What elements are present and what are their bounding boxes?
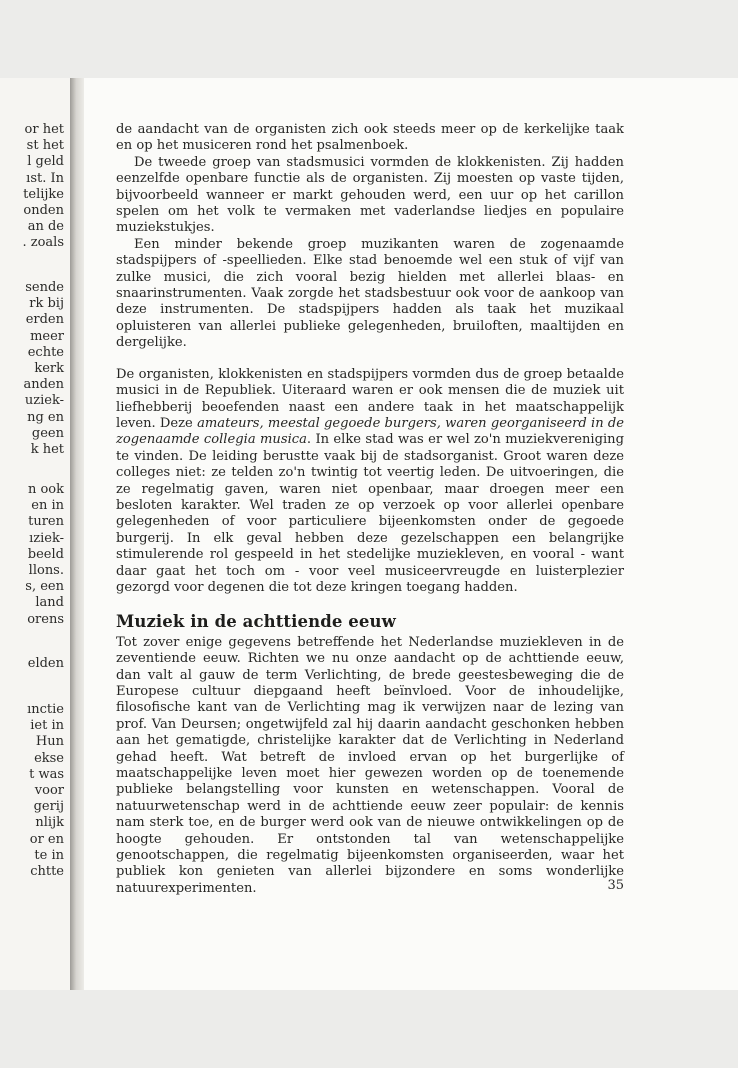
left-page-line: or en (29, 831, 64, 847)
left-page-line: erden (25, 312, 64, 328)
left-page-line: ekse (34, 750, 64, 766)
left-fragments-e (27, 702, 64, 880)
left-page-line: llons. (28, 563, 64, 579)
left-fragments-b (23, 280, 64, 458)
section-heading: Muziek in de achttiende eeuw (116, 612, 396, 632)
left-page-line: Hun (35, 734, 64, 750)
left-page-line: rk bij (29, 296, 64, 312)
left-page-line: n ook (27, 482, 64, 497)
left-page-line: te in (34, 847, 64, 863)
left-page-line: iet in (30, 718, 64, 734)
page-number: 35 (607, 878, 624, 893)
paragraph-city-pipers: Een minder bekende groep muzikanten waren de zogenaamde stadspijpers of -speellieden. Elke stad benoemde wel een stuk of vijf van zulke musici, die zich vooral bezig hielden met allerlei blaas- en snaarinstrumenten. Vaak zorgde het stadsbestuur ook voor de aankoop van deze instrumenten. De stadspijpers hadden als taak het muzikaal opluisteren van allerlei publieke gelegenheden, bruiloften, maaltijden en dergelijke. (116, 236, 624, 351)
left-page-line: beeld (27, 546, 64, 562)
left-page-line: sende (25, 280, 64, 295)
left-page-line: s, een (25, 579, 64, 595)
paragraph-enlightenment: Tot zover enige gegevens betreffende het Nederlandse muziekleven in de zeventiende eeuw. Richten we nu onze aandacht op de achttiende eeuw, dan valt al gauw de term Verlichting, de brede geestesbeweging die de Europese cultuur diepgaand heeft beïnvloed. Voor de inhoudelijke, filosofische kant van de Verlichting mag ik verwijzen naar de lezing van prof. Van Deursen; ongetwijfeld zal hij daarin aandacht geschonken hebben aan het gematigde, christelijke karakter dat de Verlichting in Nederland gehad heeft. Wat betreft de invloed ervan op het burgerlijke of maatschappelijke leven moet hier gewezen worden op de toenemende publieke belangstelling voor kunsten en wetenschappen. Vooral de natuurwetenschap werd in de achttiende eeuw zeer populair: de kennis nam sterk toe, en de burger werd ook van de nieuwe ontwikkelingen op de hoogte gehouden. Er ontstonden tal van wetenschappelijke genootschappen, die regelmatig bijeenkomsten organiseerden, waar het publiek kon genieten van allerlei bijzondere en soms wonderlijke natuurexperimenten. (116, 634, 624, 896)
left-fragments-c (25, 482, 64, 628)
left-fragments-a (22, 122, 64, 252)
paragraph-organists: de aandacht van de organisten zich ook steeds meer op de kerkelijke taak en op het musiceren rond het psalmenboek. (116, 122, 624, 154)
left-page-line: orens (27, 611, 64, 627)
left-page-line: anden (23, 377, 64, 393)
left-page-line: en in (31, 498, 64, 514)
left-page-line: ınctie (27, 702, 64, 717)
page-content (116, 122, 624, 897)
left-page-line: l geld (27, 154, 64, 170)
left-page-line: geen (31, 425, 64, 441)
left-page-line: kerk (34, 361, 64, 377)
left-page-line: ng en (27, 409, 64, 425)
left-page-line: chtte (30, 864, 64, 880)
book-gutter (70, 78, 84, 990)
left-page-line: voor (34, 783, 64, 799)
left-page-line: or het (24, 122, 64, 137)
left-page-line: turen (28, 514, 64, 530)
paragraph-carillonneurs: De tweede groep van stadsmusici vormden de klokkenisten. Zij hadden eenzelfde openbare functie als de organisten. Zij moesten op vaste tijden, bijvoorbeeld wanneer er markt gehouden werd, een uur op het carillon spelen om het volk te vermaken met vaderlandse liedjes en populaire muziekstukjes. (116, 154, 624, 236)
left-page-line: meer (30, 328, 64, 344)
paragraph-collegia-musica: De organisten, klokkenisten en stadspijpers vormden dus de groep betaalde musici in de Republiek. Uiteraard waren er ook mensen die de muziek uit liefhebberij beoefenden naast een andere taak in het maatschappelijk leven. Deze amateurs, meestal gegoede burgers, waren georganiseerd in de zogenaamde collegia musica. In elke stad was er wel zo'n muziekvereniging te vinden. De leiding berustte vaak bij de stadsorganist. Groot waren deze colleges niet: ze telden zo'n twintig tot veertig leden. De uitvoeringen, die ze regelmatig gaven, waren niet openbaar, maar droegen meer een besloten karakter. Wel traden ze op verzoek op voor allerlei openbare gelegenheden of voor particuliere bijeenkomsten onder de gegoede burgerij. In elk geval hebben deze gezelschappen een belangrijke stimulerende rol gespeeld in het stedelijke muziekleven, en vooral - want daar gaat het toch om - voor veel musiceervreugde en luisterplezier gezorgd voor degenen die tot deze kringen toegang hadden. (116, 366, 625, 595)
left-page (0, 78, 71, 990)
left-page-line: echte (27, 344, 64, 360)
left-page-line: elden (27, 656, 64, 671)
left-fragments-d (28, 656, 64, 672)
left-page-line: . zoals (22, 235, 64, 251)
left-page-line: land (35, 595, 64, 611)
left-page-line: st het (26, 138, 64, 154)
left-page-line: t was (29, 766, 64, 782)
left-page-line: an de (27, 219, 64, 235)
left-page-line: nlijk (35, 815, 64, 831)
left-page-line: ıst. In (26, 170, 64, 186)
left-page-line: telijke (23, 186, 64, 202)
left-page-line: onden (23, 203, 64, 219)
left-page-line: uziek- (24, 393, 64, 409)
left-page-line: gerij (33, 799, 64, 815)
left-page-line: ıziek- (29, 530, 64, 546)
left-page-line: k het (30, 442, 64, 458)
